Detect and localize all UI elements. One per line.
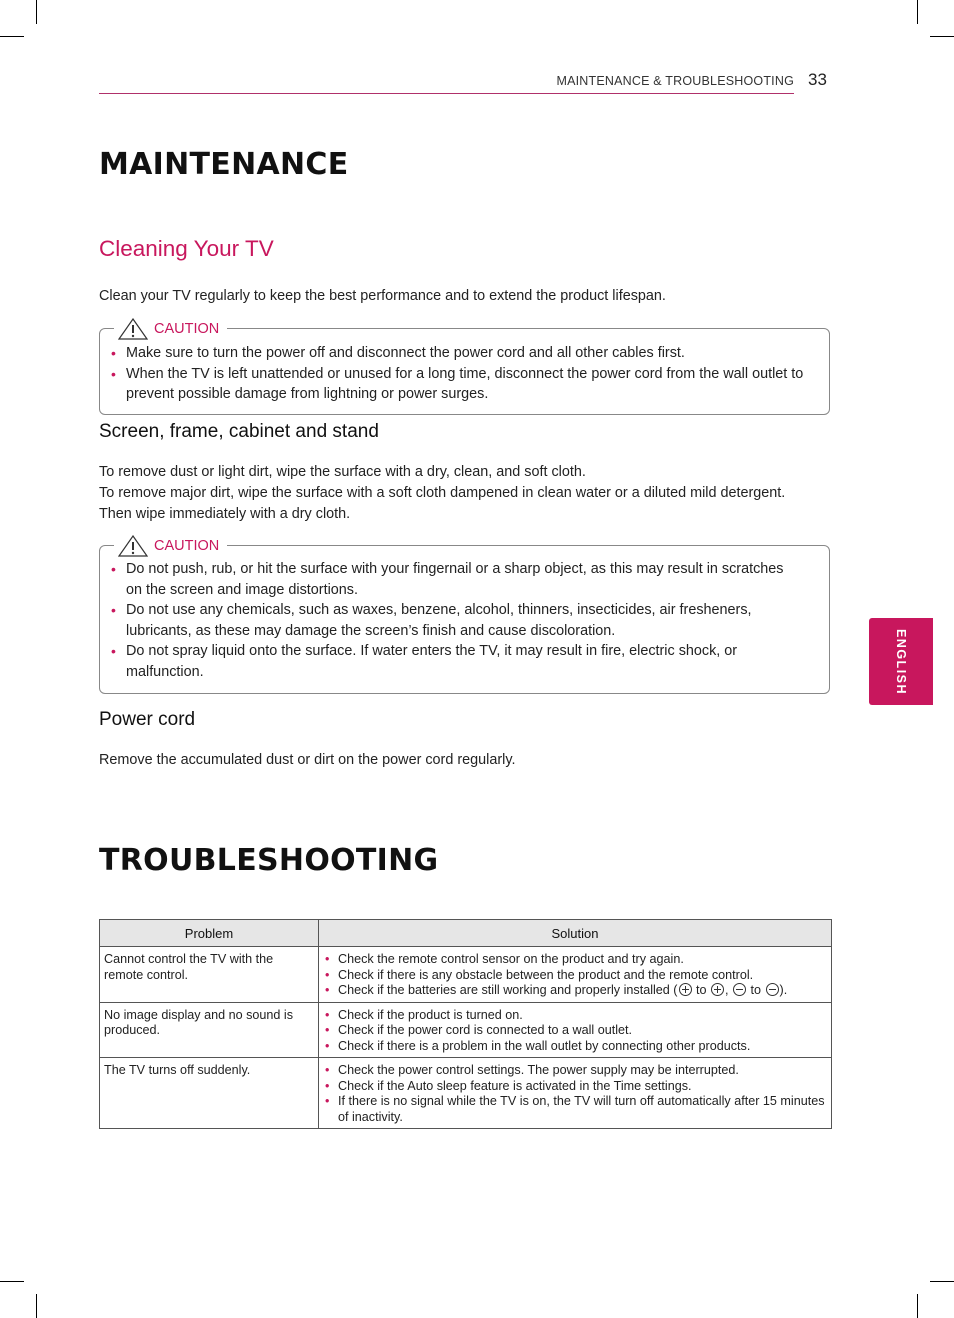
bullet-icon: • [325, 1078, 330, 1093]
crop-mark [0, 36, 24, 37]
cleaning-intro: Clean your TV regularly to keep the best performance and to extend the product lifespan. [99, 288, 666, 304]
bullet-icon: • [325, 1038, 330, 1053]
list-item: • Check if there is any obstacle between the product and the remote control. [325, 967, 754, 982]
caution-list [100, 546, 829, 682]
solution-cell [319, 947, 832, 1003]
bullet-icon: • [111, 345, 116, 361]
plus-button-icon [679, 983, 692, 996]
caution-label: CAUTION [154, 538, 220, 554]
list-item: • Check the remote control sensor on the product and try again. [325, 952, 684, 966]
maintenance-title: MAINTENANCE [99, 147, 349, 182]
crop-mark [930, 36, 954, 37]
power-text: Remove the accumulated dust or dirt on the power cord regularly. [99, 752, 516, 768]
crop-mark [0, 1281, 24, 1282]
problem-cell: Cannot control the TV with the remote control. [100, 947, 319, 1003]
list-item: • Do not spray liquid onto the surface. If water enters the TV, it may result in fire, electric shock, or malfunction. [111, 643, 738, 680]
list-item: • Check if the Auto sleep feature is activated in the Time settings. [325, 1078, 692, 1093]
caution-header [114, 535, 227, 557]
column-header-problem: Problem [100, 920, 319, 947]
bullet-icon: • [325, 952, 330, 966]
minus-button-icon [733, 983, 746, 996]
caution-box [99, 321, 830, 415]
table-header-row [100, 920, 832, 947]
list-item: • If there is no signal while the TV is on, the TV will turn off automatically after 15 minutes of inactivity. [325, 1094, 825, 1124]
problem-cell: No image display and no sound is produced. [100, 1002, 319, 1058]
crop-mark [930, 1281, 954, 1282]
solution-cell [319, 1002, 832, 1058]
list-item: • Do not use any chemicals, such as waxes, benzene, alcohol, thinners, insecticides, air fresheners, lubricants, as these may damage the screen’s finish and cause discoloration. [111, 602, 752, 639]
table-row [100, 1002, 832, 1058]
language-tab [869, 618, 933, 705]
header-rule [99, 93, 794, 94]
crop-mark [36, 0, 37, 24]
screen-text-1: To remove dust or light dirt, wipe the surface with a dry, clean, and soft cloth. [99, 464, 586, 480]
bullet-icon: • [111, 602, 116, 618]
power-section-title: Power cord [99, 709, 196, 730]
list-item: • Check if the batteries are still working and properly installed ( to , to ). [325, 983, 788, 997]
caution-header [114, 318, 227, 340]
column-header-solution: Solution [319, 920, 832, 947]
warning-triangle-icon [118, 535, 148, 557]
bullet-icon: • [325, 1063, 330, 1077]
bullet-icon: • [325, 1094, 330, 1108]
language-tab-label: ENGLISH [894, 628, 908, 695]
list-item: • Make sure to turn the power off and disconnect the power cord and all other cables first. [100, 343, 829, 364]
plus-button-icon [711, 983, 724, 996]
solution-cell [319, 1058, 832, 1129]
troubleshooting-title: TROUBLESHOOTING [99, 843, 439, 878]
minus-button-icon [766, 983, 779, 996]
bullet-icon: • [325, 1023, 330, 1037]
bullet-icon: • [325, 983, 330, 997]
table-row [100, 1058, 832, 1129]
bullet-icon: • [111, 561, 116, 577]
bullet-icon: • [111, 643, 116, 659]
caution-list [100, 329, 829, 405]
page-number: 33 [808, 70, 827, 89]
troubleshooting-table [99, 919, 832, 1129]
crop-mark [917, 0, 918, 24]
screen-section-title: Screen, frame, cabinet and stand [99, 421, 379, 442]
crop-mark [917, 1294, 918, 1318]
bullet-icon: • [325, 967, 330, 982]
list-item: • Do not push, rub, or hit the surface with your fingernail or a sharp object, as this may result in scratches on the screen and image distortions. [111, 561, 784, 598]
caution-label: CAUTION [154, 321, 220, 337]
crop-mark [36, 1294, 37, 1318]
list-item: • Check if the product is turned on. [325, 1007, 523, 1022]
problem-cell: The TV turns off suddenly. [100, 1058, 319, 1129]
screen-text-2: To remove major dirt, wipe the surface with a soft cloth dampened in clean water or a diluted mild detergent. Then wipe immediately with a dry cloth. [99, 485, 786, 522]
running-header: MAINTENANCE & TROUBLESHOOTING [556, 74, 794, 88]
list-item: • Check if the power cord is connected to a wall outlet. [325, 1023, 633, 1037]
list-item: • When the TV is left unattended or unused for a long time, disconnect the power cord from the wall outlet to prevent possible damage from lightning or power surges. [111, 365, 804, 402]
caution-box [99, 538, 830, 694]
list-item: • Check if there is a problem in the wall outlet by connecting other products. [325, 1038, 751, 1053]
list-item: • Check the power control settings. The power supply may be interrupted. [325, 1063, 739, 1077]
bullet-icon: • [111, 365, 116, 382]
warning-triangle-icon [118, 318, 148, 340]
table-row [100, 947, 832, 1003]
cleaning-title: Cleaning Your TV [99, 236, 274, 261]
bullet-icon: • [325, 1007, 330, 1022]
